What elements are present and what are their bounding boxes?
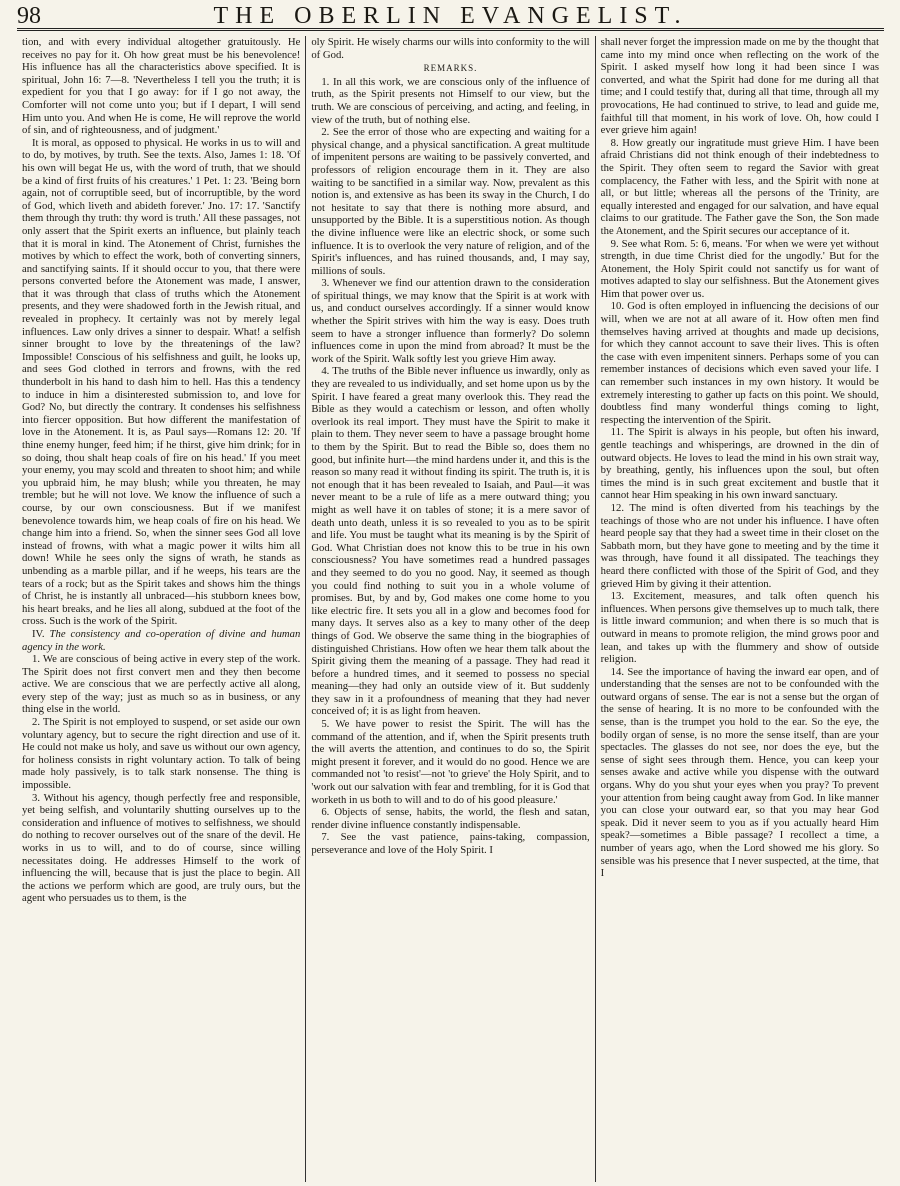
paragraph: 1. We are conscious of being active in every step of the work. The Spirit does not first convert men and they then become active. We are conscious that we are perfectly active all along, every step of the way; just as much so as in business, or any thing else in the world.: [22, 653, 301, 716]
paragraph: 3. Whenever we find our attention drawn to the consideration of spiritual things, we may know that the Spirit is at work with us, and conduct ourselves accordingly. If a sinner would know whether the Spirit strives with him the way is easy. Does truth seem to have a stronger influence than formerly? Do solemn influences come in upon the mind from abroad? It must be the work of the Spirit. Walk softly lest you grieve Him away.: [311, 277, 590, 365]
section-heading: [22, 628, 300, 653]
paragraph: 10. God is often employed in influencing the decisions of our will, when we are not at all aware of it. How often men find themselves having arrived at thoughts and made up decisions, for which they cannot account to save their lives. This is often the case with even impenitent sinners. Perhaps some of you can remember instances of decisions which even saved your life. I can remember such instances in my own history. It would be extremely interesting to gather up facts on this point. We should, doubtless find many wonderful things coming to light, respecting the intervention of the Spirit.: [600, 300, 879, 426]
paragraph: 3. Without his agency, though perfectly free and responsible, yet being selfish, and voluntarily shutting ourselves up to the consideration and influence of motives to selfishness, we should do nothing to recover ourselves out of the snare of the devil. He works in us to will, and to do of course, since willing necessitates doing. He addresses Himself to the work of influencing the will, because that is just the place to begin. All the actions we perform which are good, are truly ours, but the agent who persuades us to them, is the: [22, 791, 301, 905]
paragraph: 11. The Spirit is always in his people, but often his inward, gentle teachings and whisperings, are drowned in the din of outward objects. He loves to lead the mind in his own strait way, by breathing, gently, his influences upon the soul, but often times the mind is in such great excitement and bustle that it cannot hear Him speaking in his own inward sanctuary.: [600, 426, 879, 502]
paragraph: 4. The truths of the Bible never influence us inwardly, only as they are revealed to us individually, and set home upon us by the Spirit. I have feared a great many overlook this. They read the Bible as they would a catechism or lesson, and often wholly overlook its real import. They must have the Spirit to make it plain to them. They never seem to have a passage brought home to them by the Spirit. But to read the Bible so, does them no good, but infinite hurt—the mind hardens under it, and this is the reason so many read it without finding its spirit. The truth is, it is not enough that it has been revealed to Isaiah, and Paul—it was never meant to be a rule of life as a mere outward thing; you might as well have it on tables of stone; it is a mere savor of death unto death, unless it is so revealed to you as to be spirit and life. You must be taught what its meaning is by the Spirit of God. What Christian does not know this to be true in his own consciousness? You have sometimes read a hundred passages and they seemed to do you no good. Nay, it seemed as though you could find nothing to suit you in a whole volume of promises. But, by and by, God makes one come home to you like electric fire. It sets you all in a glow and becomes food for many days. It serves also as a key to many other of the deep things of God. We observe the same thing in the biographies of distinguished Christians. How often we hear them talk about the Spirit giving them the meaning of a passage. They had read it before a hundred times, and it seemed to possess no special meaning—they had only an outside view of it. But suddenly they saw in it a profoundness of meaning that they had never conceived of; it is as light from heaven.: [311, 365, 590, 718]
newspaper-title: THE OBERLIN EVANGELIST.: [213, 3, 688, 29]
paragraph: shall never forget the impression made on me by the thought that came into my mind once when reflecting on the work of the Spirit. I asked myself how long it had been since I was converted, and what the Spirit had done for me during all that time; and I could testify that, during all that time, through all my provocations, He had continued to strive, to lead and guide me, faithful till that moment, in his work of love. Oh, how could I ever grieve him again!: [600, 36, 879, 137]
page-number: 98: [17, 3, 41, 29]
paragraph: 7. See the vast patience, pains-taking, compassion, perseverance and love of the Holy Spirit. I: [311, 831, 590, 856]
paragraph: 8. How greatly our ingratitude must grieve Him. I have been afraid Christians did not think enough of their indebtedness to the Spirit. They often seem to regard the Savior with great complacency, the Father with less, and the Spirit with none at all, or but little; whereas all the persons of the Trinity, are equally interested and engaged for our salvation, and have equal claims to our gratitude. The Father gave the Son, the Son made the Atonement, and the Spirit secures our acceptance of it.: [600, 136, 879, 237]
column-1: [17, 36, 305, 1182]
section-title: The consistency and co-operation of divine and human agency in the work.: [22, 627, 301, 653]
paragraph: 14. See the importance of having the inward ear open, and of understanding that the senses are not to be confounded with the outward organs of sense. The ear is not a sense but the organ of the sense of hearing. It is no more to be confounded with the sense, than is the trumpet you hold to the ear. So the eye, the bodily organ of sense, is no more the sense itself, than are your spectacles. The glasses do not see, nor does the eye, but the sense of sight sees through them. Hence, you can keep your senses awake and active while you dispense with the outward organs. Why do you shut your eyes when you pray? To prevent your attention from being caught away from God. In like manner you can close your outward ear, so that you may hear God speak. Did it never seem to you as if you actually heard Him speak?—sometimes a Bible passage? I recollect a time, a number of years ago, when the Lord showed me his glory. So sensible was his presence that I never suspected, at the time, that I: [600, 665, 879, 880]
paragraph: 13. Excitement, measures, and talk often quench his influences. When persons give themselves up to much talk, there is little inward communion; and when there is so much that is outward in means to promote religion, the mind grows poor and lean, and takes up with the flummery and show of outside religion.: [600, 590, 879, 666]
paragraph: 12. The mind is often diverted from his teachings by the teachings of those who are not under his influence. I have often heard people say that they had a sweet time in their closet on the Sabbath morn, but they have gone to meeting and by the time it was through, have found it all dissipated. The teachings they heard there conflicted with those of the Spirit of God, and they grieved Him by giving it their attention.: [600, 501, 879, 590]
paragraph: 2. See the error of those who are expecting and waiting for a physical change, and a physical sanctification. A great multitude of impenitent persons are waiting to be passively converted, and professors of religion encourage them in it. They are also waiting to be sanctified in a similar way. Now, prevalent as this notion is, and extensive as has been its sway in the Church, I do not hesitate to say that there is nothing more absurd, and unsupported by the Bible. It is a superstitious notion. As though the divine influence were like an electric shock, or some such influence. It is to overlook the very nature of religion, and of the Spirit's influences, and has ruined thousands, and, I may say, millions of souls.: [311, 126, 590, 277]
remarks-heading: REMARKS.: [423, 63, 478, 74]
column-2: [305, 36, 594, 1182]
paragraph: tion, and with every individual altogether gratuitously. He receives no pay for it. Oh how great must be his benevolence! His influence has all the characteristics above specified. It is spiritual, John 16: 7—8. 'Nevertheless I tell you the truth; it is expedient for you that I go away: for if I go not away, the Comforter will not come unto you; but if I depart, I will send Him unto you. And when He is come, He will reprove the world of sin, and of righteousness, and of judgment.': [22, 36, 301, 137]
paragraph: oly Spirit. He wisely charms our wills into conformity to the will of God.: [311, 36, 590, 61]
article-columns: [17, 36, 884, 1182]
paragraph: 9. See what Rom. 5: 6, means. 'For when we were yet without strength, in due time Christ died for the ungodly.' But for the Atonement, the Holy Spirit could not sanctify us for want of motives adapted to slay our selfishness. But the Atonement gives Him that power over us.: [600, 237, 879, 300]
paragraph: 1. In all this work, we are conscious only of the influence of truth, as the Spirit presents not Himself to our view, but the truth. We are conscious of perceiving, and acting, and feeling, in view of the truth, but of nothing else.: [311, 75, 590, 126]
paragraph: 2. The Spirit is not employed to suspend, or set aside our own voluntary agency, but to secure the right direction and use of it. He could not make us holy, and save us without our own agency, for holiness consists in right voluntary action. To talk of being made holy passively, is to talk stark nonsense. The thing is impossible.: [22, 716, 301, 792]
section-number: IV.: [32, 627, 45, 640]
masthead: [17, 4, 884, 31]
paragraph: 6. Objects of sense, habits, the world, the flesh and satan, render divine influence constantly indispensable.: [311, 806, 590, 831]
paragraph: 5. We have power to resist the Spirit. The will has the command of the attention, and if, when the Spirit presents truth the will averts the attention, and continues to do so, the Spirit might present it forever, and it would do no good. Hence we are commanded not 'to resist'—not 'to grieve' the Holy Spirit, and to 'work out our salvation with fear and trembling, for it is God that worketh in us both to will and to do of his good pleasure.': [311, 718, 590, 806]
paragraph: It is moral, as opposed to physical. He works in us to will and to do, by motives, by truth. See the texts. Also, James 1: 18. 'Of his own will begat He us, with the word of truth, that we should be a kind of first fruits of his creatures.' 1 Pet. 1: 23. 'Being born again, not of corruptible seed, but of incorruptible, by the word of God, which liveth and abideth forever.' Jno. 17: 17. 'Sanctify them through thy truth: thy word is truth.' All these passages, not only assert that the Spirit exerts an influence, but plainly teach that it is moral in kind. The Atonement of Christ, furnishes the motives by which to effect the work, both of converting sinners, and sanctifying saints. If it should occur to you, that there were persons converted before the Atonement was made, I answer, that it was through that class of truths which the Atonement presents, and they were shadowed forth in the Jewish ritual, and revealed in prophecy. It certainly was not by merely legal influences. Law only drives a sinner to despair. What! a selfish sinner brought to love by the threatenings of the law? Impossible! Conscious of his selfishness and guilt, he looks up, and sees God clothed in terrors and frowns, with the red thunderbolt in his hand to dash him to hell. Has this a tendency to induce in him a disinterested submission to, and love for God? No, but directly the contrary. It condenses his selfishness into fiercer opposition. But how different the manifestation of love in the Atonement. It is, as Paul says—Romans 12: 20. 'If thine enemy hunger, feed him; if he thirst, give him drink; for in so doing, thou shalt heap coals of fire on his head.' If you meet your enemy, you may scold and threaten to shoot him; and while you upbraid him, he may blush; while you threaten, he may tremble; but he will not love. We know the influence of such a course, by our own consciousness. But if we manifest benevolence towards him, we heap coals of fire on his head. We change him into a friend. So, when the sinner sees God all love instead of frowns, with what a magic power it wilts him all down! While he sees only the signs of wrath, he stands as unbending as a marble pillar, and if he weeps, his tears are the tears of a rock; but as the Spirit takes and shows him the things of Christ, he is instantly all unbraced—his stubborn knees bow, his heart breaks, and he lies all along, subdued at the foot of the cross. Such is the work of the Spirit.: [22, 136, 301, 628]
column-3: [595, 36, 884, 1182]
